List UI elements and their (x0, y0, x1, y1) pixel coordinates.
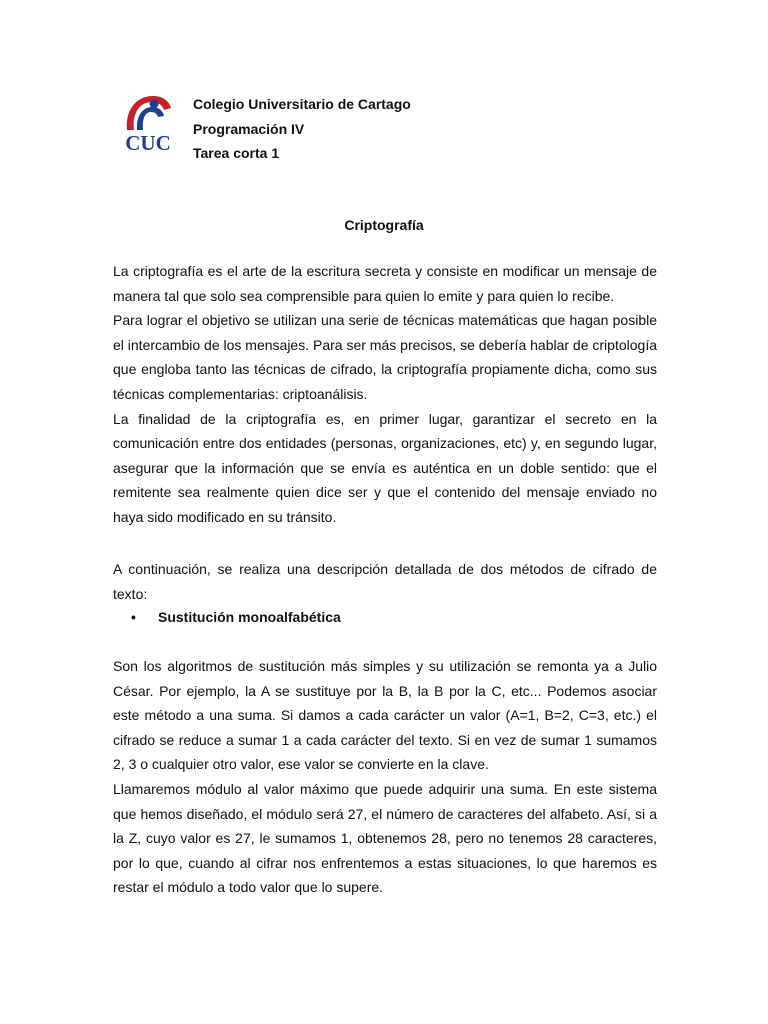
section-heading-text: Sustitución monoalfabética (158, 609, 341, 625)
college-name: Colegio Universitario de Cartago (193, 96, 411, 112)
page-title: Criptografía (344, 217, 424, 233)
section-heading (131, 606, 341, 628)
paragraph: Son los algoritmos de sustitución más simples y su utilización se remonta ya a Julio César. Por ejemplo, la A se sustituye por la B, la B por la C, etc... Podemos asociar este método a una suma. Si damos a cada carácter un valor (A=1, B=2, C=3, etc.) el cifrado se reduce a sumar 1 a cada carácter del texto. Si en vez de sumar 1 sumamos 2, 3 o cualquier otro valor, ese valor se convierte en la clave. (113, 658, 657, 773)
document-header (193, 92, 411, 166)
section-body (113, 654, 657, 900)
paragraph: La criptografía es el arte de la escritura secreta y consiste en modificar un mensaje de manera tal que solo sea comprensible para quien lo emite y para quien lo recibe. (113, 263, 657, 304)
assignment-name: Tarea corta 1 (193, 145, 280, 161)
paragraph: Para lograr el objetivo se utilizan una serie de técnicas matemáticas que hagan posible el intercambio de los mensajes. Para ser más precisos, se debería hablar de criptología que engloba tanto las técnicas de cifrado, la criptografía propiamente dicha, como sus técnicas complementarias: criptoanálisis. (113, 312, 657, 402)
college-logo-icon (117, 88, 179, 156)
paragraph: Llamaremos módulo al valor máximo que puede adquirir una suma. En este sistema que hemos diseñado, el módulo será 27, el número de caracteres del alfabeto. Así, si a la Z, cuyo valor es 27, le sumamos 1, obtenemos 28, pero no tenemos 28 caracteres, por lo que, cuando al cifrar nos enfrentemos a estas situaciones, lo que haremos es restar el módulo a todo valor que lo supere. (113, 780, 657, 896)
paragraph: A continuación, se realiza una descripción detallada de dos métodos de cifrado de texto: (113, 561, 657, 602)
course-name: Programación IV (193, 120, 305, 137)
continuation-paragraph (113, 557, 657, 606)
paragraph: La finalidad de la criptografía es, en primer lugar, garantizar el secreto en la comunicación entre dos entidades (personas, organizaciones, etc) y, en segundo lugar, asegurar que la información que se envía es auténtica en un doble sentido: que el remitente sea realmente quien dice ser y que el contenido del mensaje enviado no haya sido modificado en su tránsito. (113, 410, 657, 525)
logo-text: CUC (125, 131, 171, 155)
bullet-icon: • (131, 609, 136, 625)
cuc-logo (117, 88, 179, 156)
intro-section (113, 259, 657, 530)
